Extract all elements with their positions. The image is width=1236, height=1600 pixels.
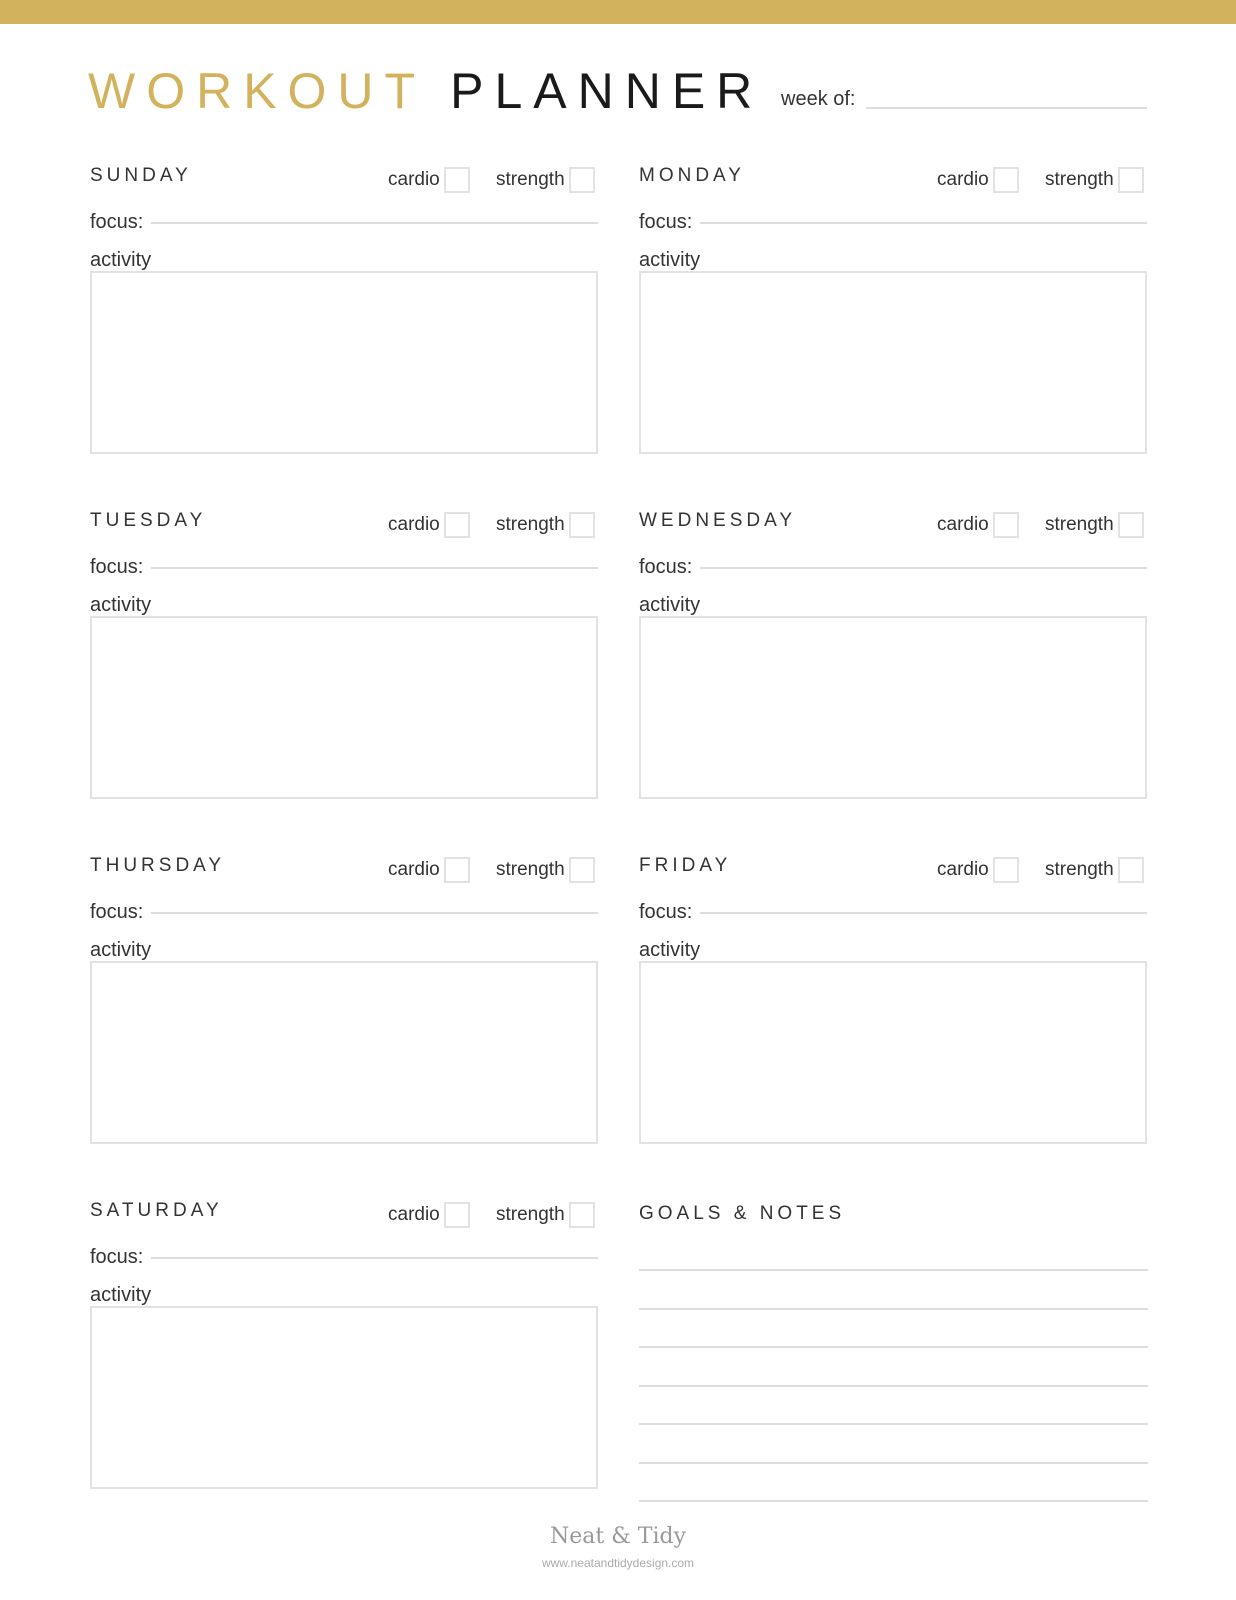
day-name: THURSDAY [90,855,226,876]
notes-line[interactable] [639,1385,1148,1387]
strength-checkbox[interactable] [1045,857,1144,883]
title-workout: WORKOUT [88,63,426,119]
focus-field[interactable] [700,912,1147,914]
cardio-box[interactable] [993,512,1019,538]
activity-label: activity [90,249,152,271]
activity-box[interactable] [639,271,1147,454]
strength-box[interactable] [1118,512,1144,538]
strength-box[interactable] [1118,857,1144,883]
day-name: FRIDAY [639,855,732,876]
notes-line[interactable] [639,1423,1148,1425]
focus-field[interactable] [700,222,1147,224]
focus-label: focus: [639,901,693,923]
strength-box[interactable] [569,512,595,538]
focus-field[interactable] [151,912,598,914]
goals-notes-heading: GOALS & NOTES [639,1203,846,1224]
activity-label: activity [639,939,701,961]
cardio-box[interactable] [444,167,470,193]
focus-field[interactable] [700,567,1147,569]
strength-checkbox[interactable] [496,1202,595,1228]
day-name: TUESDAY [90,510,207,531]
notes-line[interactable] [639,1500,1148,1502]
strength-checkbox[interactable] [496,167,595,193]
focus-field[interactable] [151,567,598,569]
week-of-field[interactable] [866,107,1147,109]
strength-label: strength [1045,514,1114,535]
activity-label: activity [639,594,701,616]
day-section-thursday [90,855,598,1155]
strength-checkbox[interactable] [1045,167,1144,193]
cardio-label: cardio [937,514,989,535]
brand-logo: Neat & Tidy [549,1524,687,1549]
cardio-checkbox[interactable] [388,512,470,538]
strength-label: strength [496,859,565,880]
cardio-label: cardio [388,169,440,190]
cardio-box[interactable] [444,1202,470,1228]
focus-label: focus: [90,211,144,233]
activity-label: activity [90,1284,152,1306]
activity-box[interactable] [90,961,598,1144]
focus-field[interactable] [151,1257,598,1259]
cardio-checkbox[interactable] [388,1202,470,1228]
strength-box[interactable] [569,1202,595,1228]
day-section-wednesday [639,510,1147,810]
cardio-box[interactable] [444,512,470,538]
day-name: MONDAY [639,165,745,186]
activity-box[interactable] [90,616,598,799]
strength-label: strength [496,1204,565,1225]
activity-box[interactable] [90,271,598,454]
cardio-label: cardio [937,169,989,190]
strength-box[interactable] [1118,167,1144,193]
activity-label: activity [639,249,701,271]
activity-label: activity [90,939,152,961]
strength-label: strength [1045,859,1114,880]
cardio-checkbox[interactable] [388,857,470,883]
strength-label: strength [1045,169,1114,190]
activity-box[interactable] [90,1306,598,1489]
notes-line[interactable] [639,1269,1148,1271]
strength-label: strength [496,169,565,190]
notes-line[interactable] [639,1308,1148,1310]
cardio-box[interactable] [444,857,470,883]
notes-line[interactable] [639,1462,1148,1464]
top-accent-bar [0,0,1236,24]
cardio-checkbox[interactable] [937,512,1019,538]
cardio-label: cardio [388,1204,440,1225]
strength-box[interactable] [569,167,595,193]
cardio-checkbox[interactable] [937,857,1019,883]
focus-label: focus: [639,556,693,578]
cardio-label: cardio [388,514,440,535]
title-planner: PLANNER [450,63,764,119]
week-of-label: week of: [781,88,856,110]
focus-label: focus: [90,556,144,578]
strength-checkbox[interactable] [496,857,595,883]
page-title [88,62,763,120]
strength-label: strength [496,514,565,535]
cardio-checkbox[interactable] [388,167,470,193]
day-name: WEDNESDAY [639,510,797,531]
cardio-box[interactable] [993,167,1019,193]
day-section-sunday [90,165,598,465]
activity-box[interactable] [639,961,1147,1144]
focus-field[interactable] [151,222,598,224]
cardio-label: cardio [937,859,989,880]
activity-label: activity [90,594,152,616]
activity-box[interactable] [639,616,1147,799]
day-section-monday [639,165,1147,465]
day-section-saturday [90,1200,598,1500]
strength-checkbox[interactable] [496,512,595,538]
cardio-box[interactable] [993,857,1019,883]
strength-box[interactable] [569,857,595,883]
brand-url: www.neatandtidydesign.com [541,1556,695,1570]
cardio-checkbox[interactable] [937,167,1019,193]
strength-checkbox[interactable] [1045,512,1144,538]
day-section-friday [639,855,1147,1155]
day-name: SATURDAY [90,1200,223,1221]
day-name: SUNDAY [90,165,192,186]
focus-label: focus: [639,211,693,233]
focus-label: focus: [90,1246,144,1268]
focus-label: focus: [90,901,144,923]
day-section-tuesday [90,510,598,810]
cardio-label: cardio [388,859,440,880]
notes-line[interactable] [639,1346,1148,1348]
